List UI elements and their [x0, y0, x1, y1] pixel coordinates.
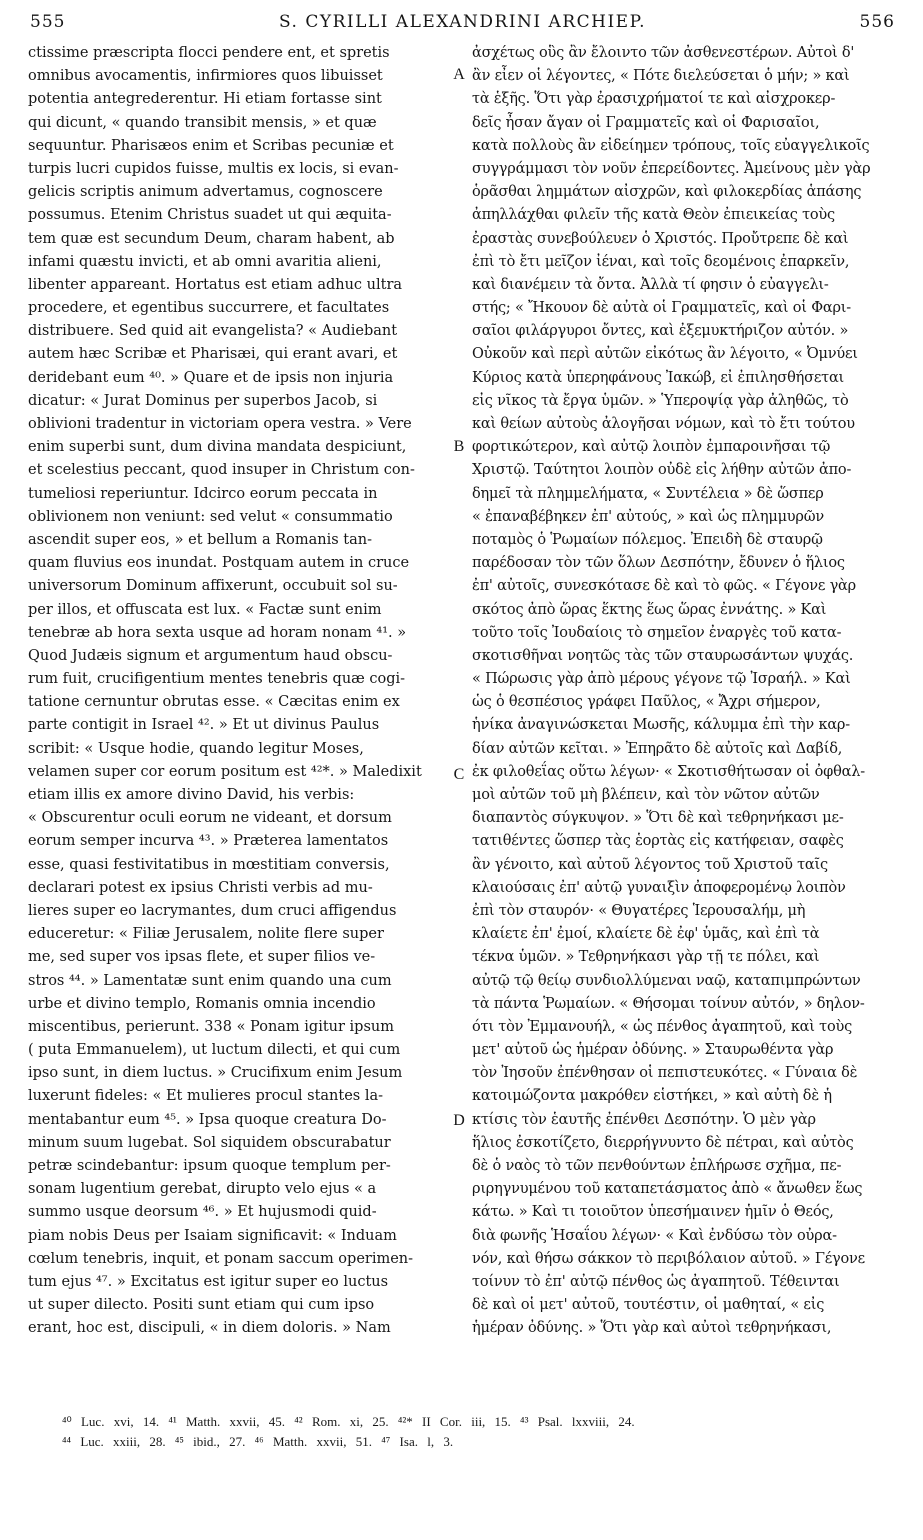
- greek-text-line: ἐπὶ τὸ ἔτι μεῖζον ἰέναι, καὶ τοῖς δεομένοις ἐπαρκεῖν,: [472, 253, 850, 270]
- latin-text-line: et scelestius peccant, quod insuper in Christum con-: [28, 462, 415, 479]
- latin-text-line: omnibus avocamentis, infirmiores quos libuisset: [28, 68, 383, 85]
- latin-text-line: declarari potest ex ipsius Christi verbis ad mu-: [28, 879, 373, 896]
- latin-text-line: erant, hoc est, discipuli, « in diem doloris. » Nam: [28, 1320, 391, 1337]
- greek-text-line: σαῖοι φιλάργυροι ὄντες, καὶ ἐξεμυκτήριζον αὐτόν. »: [472, 323, 849, 340]
- page-number-right: 556: [859, 12, 895, 32]
- latin-text-line: potentia antegrederentur. Hi etiam fortasse sint: [28, 91, 382, 108]
- latin-text-line: autem hæc Scribæ et Pharisæi, qui erant avari, et: [28, 346, 398, 363]
- greek-text-line: παρέδοσαν τὸν τῶν ὅλων Δεσπότην, ἔδυνεν ὁ ἥλιος: [472, 555, 845, 572]
- latin-text-line: scribit: « Usque hodie, quando legitur Moses,: [28, 740, 364, 757]
- latin-text-line: libenter appareant. Hortatus est etiam adhuc ultra: [28, 276, 403, 293]
- latin-text-line: « Obscurentur oculi eorum ne videant, et dorsum: [28, 810, 392, 827]
- footnote-line: ⁴⁴ Luc. xxiii, 28. ⁴⁵ ibid., 27. ⁴⁶ Matth. xxvii, 51. ⁴⁷ Isa. l, 3.: [62, 1434, 454, 1449]
- latin-text-line: sequuntur. Pharisæos enim et Scribas pecuniæ et: [28, 137, 394, 154]
- latin-text-line: tem quæ est secundum Deum, charam habent, ab: [28, 230, 395, 247]
- latin-text-line: me, sed super vos ipsas flete, et super filios ve-: [28, 949, 376, 966]
- greek-column: [472, 42, 894, 1387]
- greek-text-line: συγγράμμασι τὸν νοῦν ἐπερείδοντες. Ἀμείνους μὲν γὰρ: [472, 160, 871, 177]
- latin-text-line: miscentibus, perierunt. 338 « Ponam igitur ipsum: [28, 1018, 394, 1035]
- margin-letter-c: C: [453, 766, 465, 783]
- greek-text-line: διὰ φωνῆς Ἡσαΐου λέγων· « Καὶ ἐνδύσω τὸν οὐρα-: [472, 1227, 837, 1244]
- latin-text-line: distribuere. Sed quid ait evangelista? « Audiebant: [28, 323, 398, 340]
- margin-letter-d: D: [453, 1112, 465, 1129]
- greek-text-line: ἥλιος ἐσκοτίζετο, διερρήγνυντο δὲ πέτραι, καὶ αὐτὸς: [472, 1134, 854, 1151]
- latin-text-line: esse, quasi festivitatibus in mœstitiam conversis,: [28, 856, 390, 873]
- greek-text-line: ἂν γένοιτο, καὶ αὐτοῦ λέγοντος τοῦ Χριστοῦ ταῖς: [472, 856, 828, 873]
- latin-text-line: parte contigit in Israel ⁴². » Et ut divinus Paulus: [28, 717, 380, 734]
- greek-text-line: ἐραστὰς συνεβούλευεν ὁ Χριστός. Προὔτρεπε δὲ καὶ: [472, 230, 849, 247]
- latin-text-line: sonam lugentium gerebat, dirupto velo ejus « a: [28, 1181, 377, 1198]
- greek-text-line: δίαν αὐτῶν κεῖται. » Ἐπηρᾶτο δὲ αὐτοῖς καὶ Δαβίδ,: [472, 740, 843, 757]
- greek-text-line: ἡμέραν ὀδύνης. » Ὅτι γὰρ καὶ αὐτοὶ τεθρηνήκασι,: [472, 1320, 832, 1337]
- greek-text-line: ποταμὸς ὁ Ῥωμαίων πόλεμος. Ἐπειδὴ δὲ σταυρῷ: [472, 531, 823, 548]
- greek-text-line: ότι τὸν Ἐμμανουήλ, « ὡς πένθος ἀγαπητοῦ, καὶ τοὺς: [472, 1018, 853, 1035]
- greek-text-line: ἐπ' αὐτοῖς, συνεσκότασε δὲ καὶ τὸ φῶς. « Γέγονε γὰρ: [472, 578, 856, 595]
- latin-text-line: universorum Dominum affixerunt, occubuit sol su-: [28, 578, 398, 595]
- greek-text-line: καὶ διανέμειν τὰ ὄντα. Ἀλλὰ τί φησιν ὁ εὐαγγελι-: [472, 276, 829, 293]
- greek-text-line: ἂν εἶεν οἱ λέγοντες, « Πότε διελεύσεται ὁ μήν; » καὶ: [472, 68, 850, 85]
- latin-column: [28, 42, 448, 1387]
- latin-text-line: deridebant eum ⁴⁰. » Quare et de ipsis non injuria: [28, 369, 394, 386]
- footnotes: [28, 1412, 894, 1452]
- greek-text-line: ἐκ φιλοθεΐας οὕτω λέγων· « Σκοτισθήτωσαν οἱ ὀφθαλ-: [472, 763, 865, 780]
- latin-text-line: velamen super cor eorum positum est ⁴²*. » Maledixit: [28, 763, 422, 780]
- greek-text-line: τοίνυν τὸ ἐπ' αὐτῷ πένθος ὡς ἀγαπητοῦ. Τέθεινται: [472, 1273, 840, 1290]
- latin-text-line: ut super dilecto. Positi sunt etiam qui cum ipso: [28, 1297, 375, 1314]
- greek-text-line: μοὶ αὐτῶν τοῦ μὴ βλέπειν, καὶ τὸν νῶτον αὐτῶν: [472, 787, 820, 803]
- latin-text-line: ( puta Emmanuelem), ut luctum dilecti, et qui cum: [28, 1042, 401, 1059]
- latin-text-line: rum fuit, crucifigentium mentes tenebris quæ cogi-: [28, 671, 406, 688]
- greek-text-line: νόν, καὶ θήσω σάκκον τὸ περιβόλαιον αὐτοῦ. » Γέγονε: [472, 1250, 865, 1267]
- greek-text-line: ἀσχέτως οὓς ἂν ἔλοιντο τῶν ἀσθενεστέρων. Αὐτοὶ δ': [472, 45, 855, 61]
- greek-text-line: τὸν Ἰησοῦν ἐπένθησαν οἱ πεπιστευκότες. « Γύναια δὲ: [472, 1065, 858, 1082]
- latin-text-line: Quod Judæis signum et argumentum haud obscu-: [28, 647, 393, 664]
- greek-text-line: ριρηγνυμένου τοῦ καταπετάσματος ἀπὸ « ἄνωθεν ἕως: [472, 1181, 863, 1198]
- greek-text-line: ὁρᾶσθαι λημμάτων αἰσχρῶν, καὶ φιλοκερδίας ἁπάσης: [472, 184, 862, 201]
- greek-text-line: κλαιούσαις ἐπ' αὐτῷ γυναιξὶν ἀποφερομένῳ λοιπὸν: [472, 879, 846, 896]
- latin-text-line: mentabantur eum ⁴⁵. » Ipsa quoque creatura Do-: [28, 1111, 387, 1128]
- latin-text-line: urbe et divino templo, Romanis omnia incendio: [28, 995, 376, 1012]
- latin-text-line: dicatur: « Jurat Dominus per superbos Jacob, si: [28, 392, 378, 409]
- greek-text-line: ὡς ὁ θεσπέσιος γράφει Παῦλος, « Ἄχρι σήμερον,: [472, 694, 821, 711]
- greek-text-line: ἀπηλλάχθαι φιλεῖν τῆς κατὰ Θεὸν ἐπιεικείας τοὺς: [472, 207, 835, 224]
- latin-text-line: ipso sunt, in diem luctus. » Crucifixum enim Jesum: [28, 1065, 403, 1082]
- latin-text-line: quam fluvius eos inundat. Postquam autem in cruce: [28, 555, 410, 572]
- latin-text-line: turpis lucri cupidos fuisse, multis ex locis, si evan-: [28, 160, 399, 177]
- greek-text-line: δεῖς ἦσαν ἄγαν οἱ Γραμματεῖς καὶ οἱ Φαρισαῖοι,: [472, 114, 820, 131]
- latin-text-line: summo usque deorsum ⁴⁶. » Et hujusmodi quid-: [28, 1204, 377, 1221]
- latin-text-line: lieres super eo lacrymantes, dum cruci affigendus: [28, 902, 397, 919]
- greek-text-line: δὲ ὁ ναὸς τὸ τῶν πενθούντων ἐπλήρωσε σχῆμα, πε-: [472, 1158, 842, 1174]
- running-title: S. CYRILLI ALEXANDRINI ARCHIEP.: [279, 12, 646, 32]
- greek-text-line: ἐπὶ τὸν σταυρόν· « Θυγατέρες Ἱερουσαλήμ, μὴ: [472, 902, 806, 919]
- greek-text-line: ἡνίκα ἀναγινώσκεται Μωσῆς, κάλυμμα ἐπὶ τὴν καρ-: [472, 717, 850, 734]
- greek-text-line: τέκνα ὑμῶν. » Τεθρηνήκασι γὰρ τῇ τε πόλει, καὶ: [472, 949, 820, 966]
- greek-text-line: σκότος ἀπὸ ὥρας ἕκτης ἕως ὥρας ἐννάτης. » Καὶ: [472, 601, 827, 618]
- latin-text-line: cœlum tenebris, inquit, et ponam saccum operimen-: [28, 1250, 414, 1267]
- greek-text-line: Χριστῷ. Ταύτητοι λοιπὸν οὐδὲ εἰς λήθην αὐτῶν ἀπο-: [472, 462, 852, 479]
- latin-text-line: possumus. Etenim Christus suadet ut qui æquita-: [28, 207, 392, 224]
- margin-letter-b: B: [453, 438, 465, 455]
- greek-text-line: εἰς νῖκος τὰ ἔργα ὑμῶν. » Ὑπεροψίᾳ γὰρ ἀληθῶς, τὸ: [472, 392, 849, 409]
- margin-letter-a: A: [453, 66, 465, 83]
- page-number-left: 555: [30, 12, 66, 32]
- latin-text-line: tenebræ ab hora sexta usque ad horam nonam ⁴¹. »: [28, 624, 407, 641]
- running-header: [30, 12, 895, 38]
- latin-text-line: enim superbi sunt, dum divina mandata despiciunt,: [28, 439, 407, 456]
- greek-text-line: « Πώρωσις γὰρ ἀπὸ μέρους γέγονε τῷ Ἰσραήλ. » Καὶ: [472, 671, 851, 688]
- latin-text-line: minum suum lugebat. Sol siquidem obscurabatur: [28, 1134, 391, 1151]
- greek-text-line: Οὐκοῦν καὶ περὶ αὐτῶν εἰκότως ἂν λέγοιτο, « Ὀμνύει: [472, 346, 858, 363]
- greek-text-line: καὶ θείων αὐτοὺς ἀλογῆσαι νόμων, καὶ τὸ ἔτι τούτου: [472, 416, 855, 432]
- latin-text-line: infami quæstu invicti, et ab omni avaritia alieni,: [28, 253, 382, 270]
- greek-text-line: δὲ καὶ οἱ μετ' αὐτοῦ, τουτέστιν, οἱ μαθηταί, « εἰς: [472, 1297, 825, 1314]
- latin-text-line: procedere, et egentibus succurrere, et facultates: [28, 300, 390, 317]
- footnote-line: ⁴⁰ Luc. xvi, 14. ⁴¹ Matth. xxvii, 45. ⁴² Rom. xi, 25. ⁴²* II Cor. iii, 15. ⁴³ Psal. lxxviii, 24.: [62, 1414, 635, 1429]
- latin-text-line: qui dicunt, « quando transibit mensis, » et quæ: [28, 114, 377, 131]
- greek-text-line: αὐτῷ τῷ θείῳ συνδιολλύμεναι ναῷ, καταπιμπρώντων: [472, 972, 861, 989]
- latin-text-line: educeretur: « Filiæ Jerusalem, nolite flere super: [28, 926, 384, 943]
- latin-text-line: stros ⁴⁴. » Lamentatæ sunt enim quando una cum: [28, 972, 392, 989]
- latin-text-line: per illos, et offuscata est lux. « Factæ sunt enim: [28, 601, 382, 618]
- greek-text-line: κάτω. » Καὶ τι τοιοῦτον ὑπεσήμαινεν ἡμῖν ὁ Θεός,: [472, 1204, 834, 1221]
- greek-text-line: μετ' αὐτοῦ ὡς ἡμέραν ὀδύνης. » Σταυρωθέντα γὰρ: [472, 1042, 834, 1059]
- greek-text-line: κτίσις τὸν ἑαυτῆς ἐπένθει Δεσπότην. Ὁ μὲν γὰρ: [472, 1111, 816, 1128]
- greek-text-line: τατιθέντες ὥσπερ τὰς ἑορτὰς εἰς κατήφειαν, σαφὲς: [472, 833, 844, 850]
- latin-text-line: gelicis scriptis animum advertamus, cognoscere: [28, 184, 383, 201]
- greek-text-line: τὰ πάντα Ῥωμαίων. « Θήσομαι τοίνυν αὐτόν, » δηλον-: [472, 995, 865, 1012]
- footnote-rule: [28, 1392, 894, 1393]
- latin-text-line: petræ scindebantur: ipsum quoque templum per-: [28, 1158, 391, 1174]
- latin-text-line: ascendit super eos, » et bellum a Romanis tan-: [28, 531, 372, 548]
- greek-text-line: Κύριος κατὰ ὑπερηφάνους Ἰακώβ, εἰ ἐπιλησθήσεται: [472, 369, 845, 386]
- latin-text-line: oblivioni tradentur in victoriam opera vestra. » Vere: [28, 416, 412, 432]
- latin-text-line: tum ejus ⁴⁷. » Excitatus est igitur super eo luctus: [28, 1273, 389, 1290]
- greek-text-line: κατοιμώζοντα μακρόθεν εἱστήκει, » καὶ αὐτὴ δὲ ἡ: [472, 1088, 832, 1105]
- latin-text-line: piam nobis Deus per Isaiam significavit: « Induam: [28, 1227, 397, 1244]
- greek-text-line: στής; « Ἤκουον δὲ αὐτὰ οἱ Γραμματεῖς, καὶ οἱ Φαρι-: [472, 300, 851, 317]
- greek-text-line: σκοτισθῆναι νοητῶς τὰς τῶν σταυρωσάντων ψυχάς.: [472, 647, 854, 664]
- latin-text-line: eorum semper incurva ⁴³. » Præterea lamentatos: [28, 833, 389, 850]
- greek-text-line: τὰ ἑξῆς. Ὅτι γὰρ ἐρασιχρήματοί τε καὶ αἰσχροκερ-: [472, 91, 836, 108]
- latin-text-line: luxerunt fideles: « Et mulieres procul stantes la-: [28, 1088, 384, 1105]
- latin-text-line: ctissime præscripta flocci pendere ent, et spretis: [28, 45, 390, 61]
- latin-text-line: tumeliosi reperiuntur. Idcirco eorum peccata in: [28, 485, 378, 502]
- greek-text-line: διαπαντὸς σύγκυψον. » Ὅτι δὲ καὶ τεθρηνήκασι με-: [472, 810, 844, 827]
- greek-text-line: κλαίετε ἐπ' ἐμοί, κλαίετε δὲ ἐφ' ὑμᾶς, καὶ ἐπὶ τὰ: [472, 926, 820, 943]
- latin-text-line: etiam illis ex amore divino David, his verbis:: [28, 787, 355, 803]
- greek-text-line: κατὰ πολλοὺς ἂν εἰδείημεν τρόπους, τοῖς εὐαγγελικοῖς: [472, 137, 870, 154]
- greek-text-line: φορτικώτερον, καὶ αὐτῷ λοιπὸν ἐμπαροινῆσαι τῷ: [472, 439, 831, 456]
- latin-text-line: oblivionem non veniunt: sed velut « consummatio: [28, 508, 393, 525]
- greek-text-line: δημεῖ τὰ πλημμελήματα, « Συντέλεια » δὲ ὥσπερ: [472, 485, 824, 502]
- greek-text-line: τοῦτο τοῖς Ἰουδαίοις τὸ σημεῖον ἐναργὲς τοῦ κατα-: [472, 624, 842, 641]
- greek-text-line: « ἐπαναβέβηκεν ἐπ' αὐτούς, » καὶ ὡς πλημμυρῶν: [472, 508, 824, 525]
- latin-text-line: tatione cernuntur obrutas esse. « Cæcitas enim ex: [28, 694, 400, 711]
